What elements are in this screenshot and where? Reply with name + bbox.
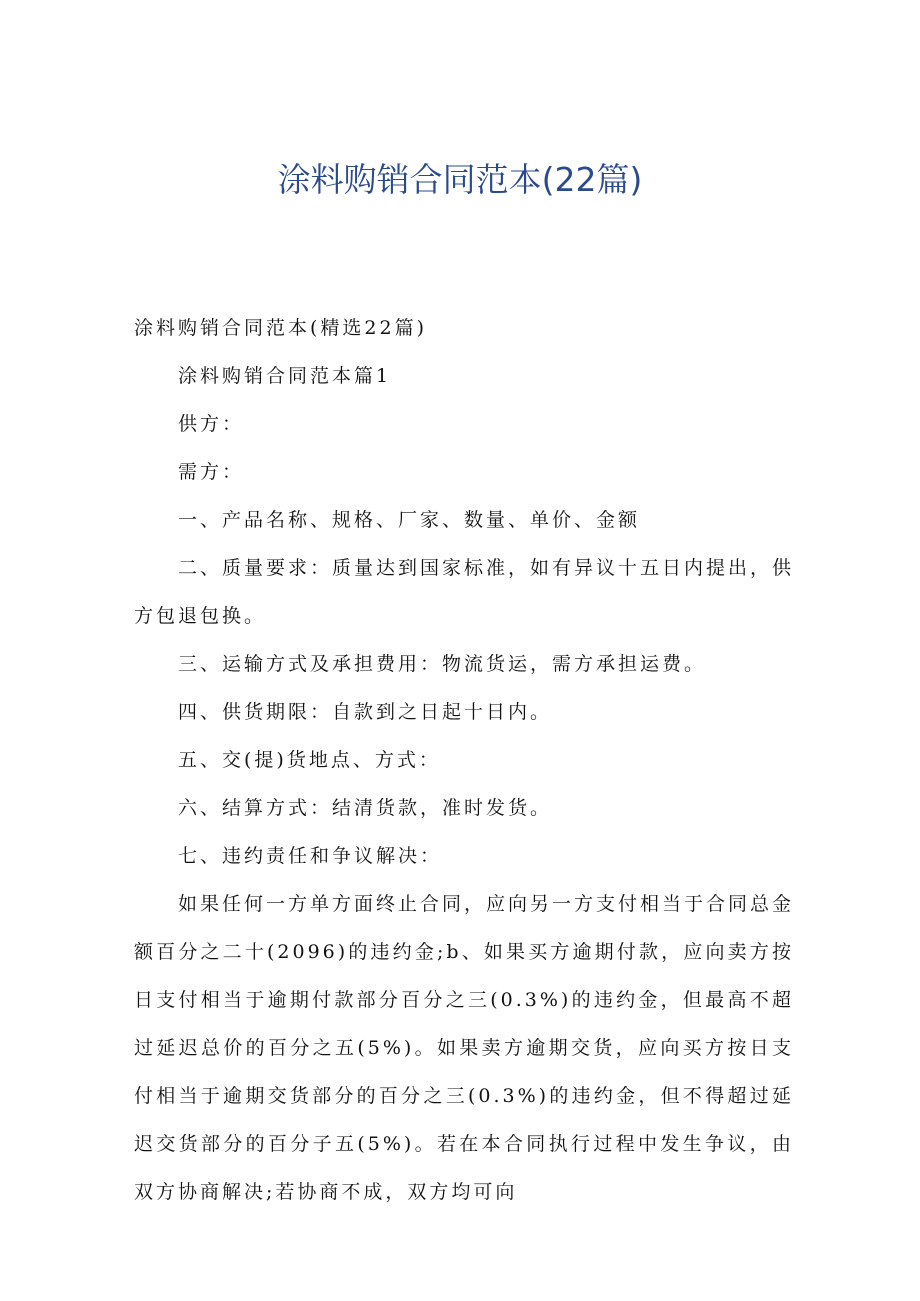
paragraph-product: 一、产品名称、规格、厂家、数量、单价、金额	[178, 509, 641, 531]
document-title: 涂料购销合同范本(22篇)	[277, 160, 643, 199]
paragraph-liability: 七、违约责任和争议解决：	[178, 845, 443, 867]
paragraph-delivery-place: 五、交(提)货地点、方式：	[178, 749, 441, 771]
section-heading: 涂料购销合同范本篇1	[178, 365, 392, 387]
paragraph-delivery-period: 四、供货期限：自款到之日起十日内。	[178, 701, 553, 723]
document-subtitle: 涂料购销合同范本(精选22篇)	[134, 317, 428, 339]
paragraph-transport: 三、运输方式及承担费用：物流货运，需方承担运费。	[178, 653, 707, 675]
paragraph-buyer: 需方：	[178, 461, 245, 483]
paragraph-supplier: 供方：	[178, 413, 245, 435]
paragraph-breach-terms: 如果任何一方单方面终止合同，应向另一方支付相当于合同总金额百分之二十(2096)的违约金;b、如果买方逾期付款，应向卖方按日支付相当于逾期付款部分百分之三(0.3%)的违约金，但最高不超过延迟总价的百分之五(5%)。如果卖方逾期交货，应向买方按日支付相当于逾期交货部分的百分之三(0.3%)的违约金，但不得超过延迟交货部分的百分子五(5%)。若在本合同执行过程中发生争议，由双方协商解决;若协商不成，双方均可向	[134, 893, 795, 1203]
paragraph-quality: 二、质量要求：质量达到国家标准，如有异议十五日内提出，供方包退包换。	[134, 557, 795, 627]
document-body	[134, 304, 794, 1216]
paragraph-settlement: 六、结算方式：结清货款，准时发货。	[178, 797, 553, 819]
